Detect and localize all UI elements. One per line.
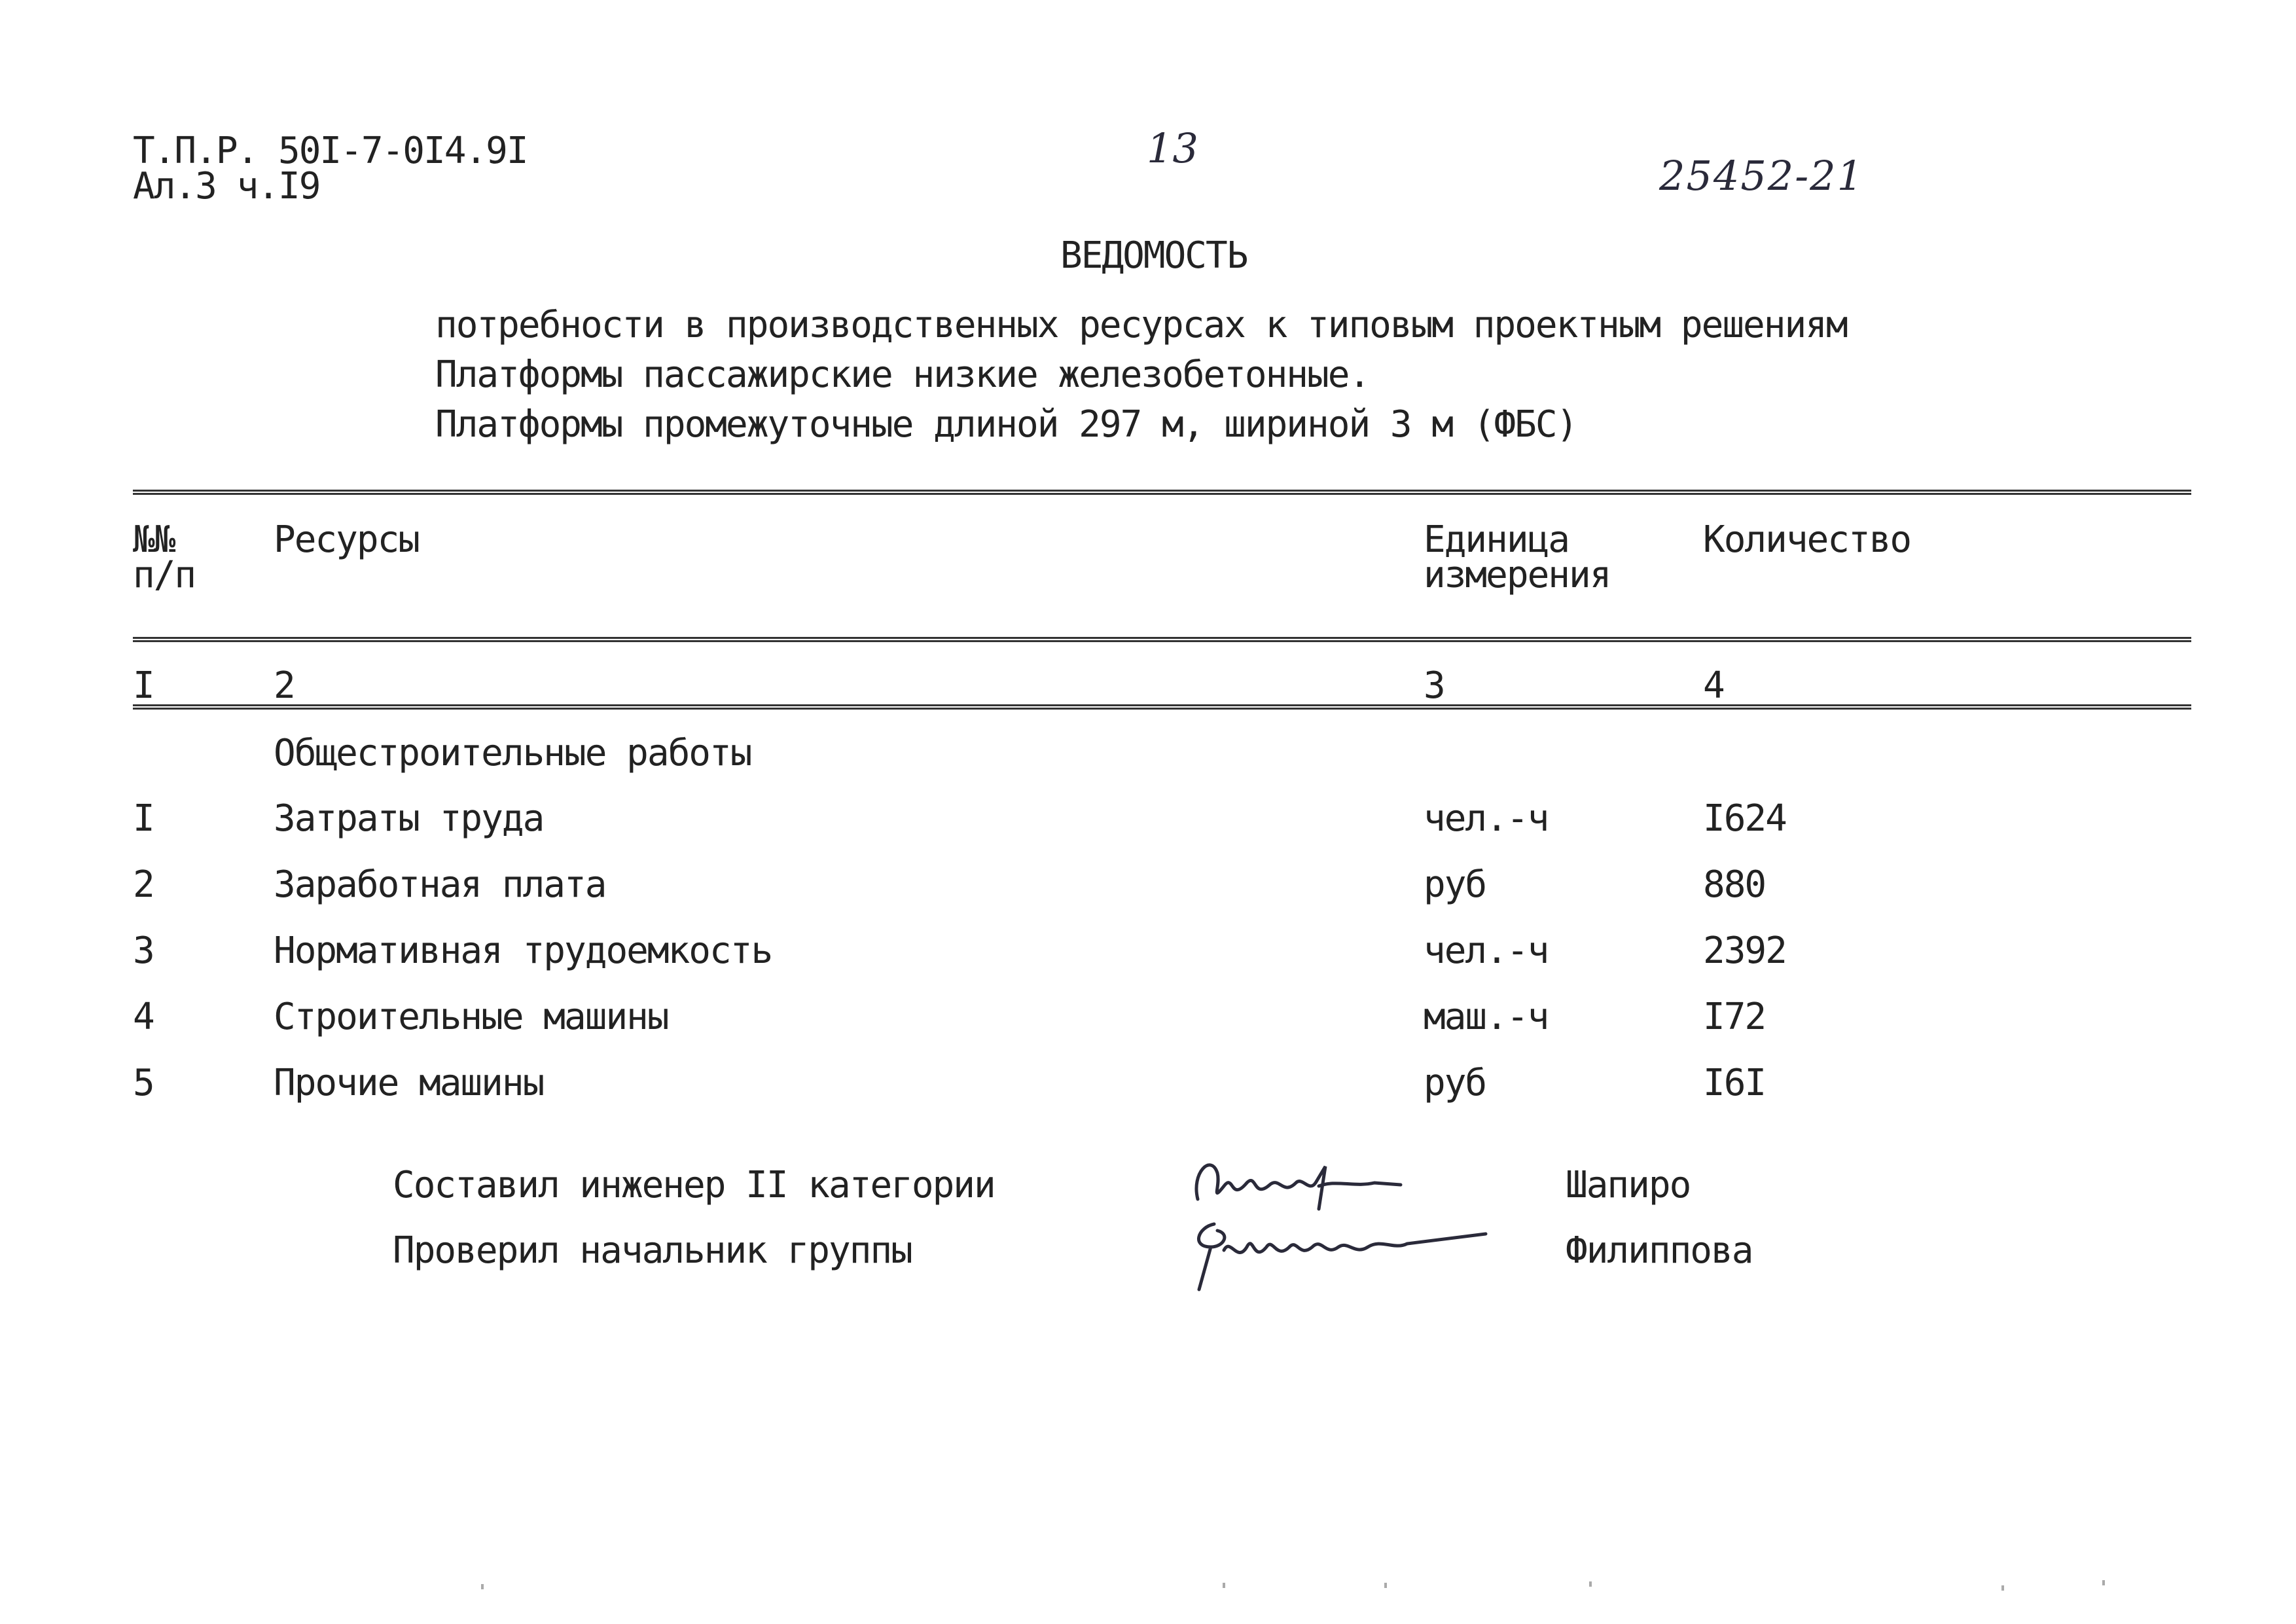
header-unit-line1: Единица: [1424, 518, 1570, 561]
subtitle-line-3: Платформы промежуточные длиной 297 м, шириной 3 м (ФБС): [435, 403, 1577, 446]
document-sheet: Ал.3 ч.I9: [133, 165, 320, 208]
compiled-by-role: Составил инженер II категории: [393, 1164, 995, 1206]
section-title: Общестроительные работы: [274, 732, 751, 774]
page-number: 13: [1147, 124, 1198, 172]
signature-checker: [1185, 1211, 1499, 1296]
column-number-3: 3: [1424, 664, 1444, 707]
row-num: 2: [133, 863, 154, 906]
column-number-1: I: [133, 664, 154, 707]
row-quantity: I624: [1703, 797, 1786, 840]
row-num: 3: [133, 929, 154, 972]
scan-speck: [1589, 1581, 1592, 1587]
scan-speck: [2001, 1585, 2004, 1591]
scan-speck: [481, 1584, 484, 1589]
column-number-2: 2: [274, 664, 295, 707]
header-unit-line2: измерения: [1424, 554, 1611, 596]
row-quantity: 880: [1703, 863, 1766, 906]
table-top-rule: [133, 490, 2191, 495]
signature-compiler: [1185, 1147, 1420, 1219]
header-bottom-rule: [133, 637, 2191, 642]
header-resource: Ресурсы: [274, 518, 420, 561]
row-unit: маш.-ч: [1424, 996, 1549, 1038]
row-resource: Затраты труда: [274, 797, 544, 840]
scan-speck: [1223, 1583, 1225, 1588]
scan-speck: [2102, 1580, 2105, 1585]
row-num: 4: [133, 996, 154, 1038]
checked-by-name: Филиппова: [1566, 1229, 1753, 1272]
column-number-4: 4: [1703, 664, 1724, 707]
row-resource: Строительные машины: [274, 996, 668, 1038]
checked-by-role: Проверил начальник группы: [393, 1229, 912, 1272]
row-resource: Прочие машины: [274, 1062, 544, 1104]
row-unit: чел.-ч: [1424, 797, 1549, 840]
row-unit: чел.-ч: [1424, 929, 1549, 972]
header-num-line1: №№: [133, 518, 175, 561]
column-numbers-rule: [133, 704, 2191, 710]
compiled-by-name: Шапиро: [1566, 1164, 1691, 1206]
row-unit: руб: [1424, 1062, 1486, 1104]
scan-speck: [1384, 1583, 1387, 1588]
row-resource: Нормативная трудоемкость: [274, 929, 772, 972]
row-unit: руб: [1424, 863, 1486, 906]
row-num: 5: [133, 1062, 154, 1104]
header-quantity: Количество: [1703, 518, 1911, 561]
row-quantity: I72: [1703, 996, 1766, 1038]
row-num: I: [133, 797, 154, 840]
page-title: ВЕДОМОСТЬ: [1060, 234, 1247, 277]
row-resource: Заработная плата: [274, 863, 606, 906]
row-quantity: I6I: [1703, 1062, 1766, 1104]
subtitle-line-2: Платформы пассажирские низкие железобетонные.: [435, 353, 1370, 396]
document-code: Т.П.Р. 50I-7-0I4.9I: [133, 130, 528, 172]
row-quantity: 2392: [1703, 929, 1786, 972]
subtitle-line-1: потребности в производственных ресурсах к типовым проектным решениям: [435, 304, 1847, 346]
archive-number: 25452-21: [1659, 152, 1865, 200]
header-num-line2: п/п: [133, 554, 196, 596]
